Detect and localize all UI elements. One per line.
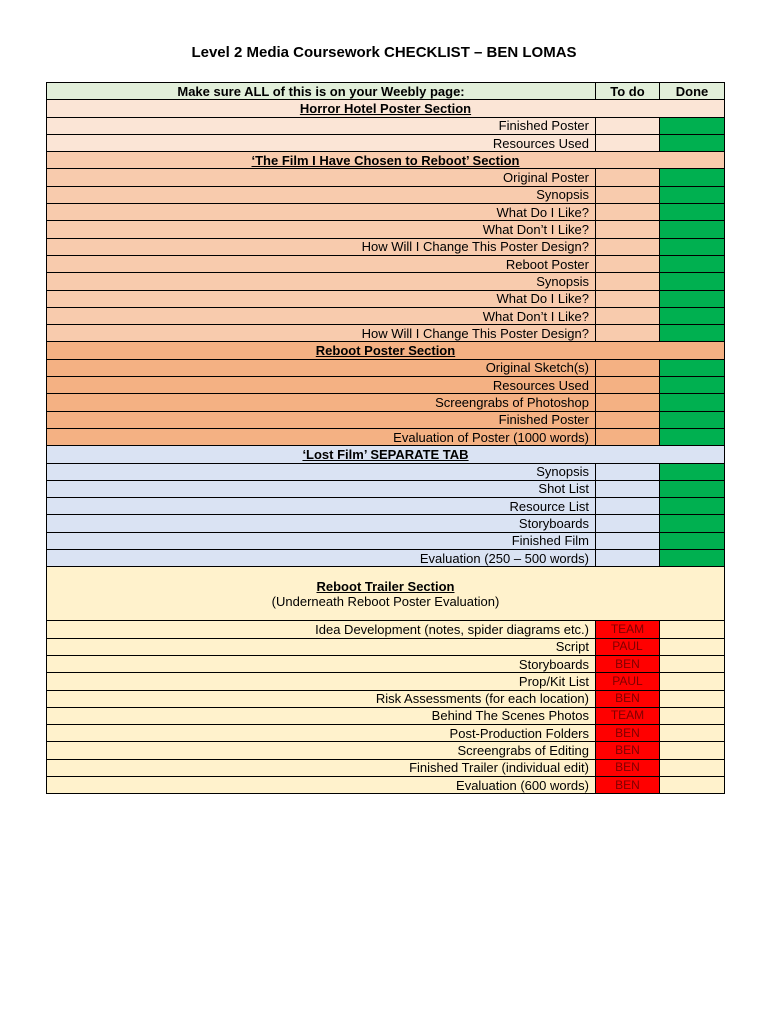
- done-cell: [660, 186, 725, 203]
- section-subtitle: (Underneath Reboot Poster Evaluation): [271, 593, 500, 609]
- todo-cell: [596, 186, 660, 203]
- todo-cell: [596, 463, 660, 480]
- checklist-item-label: Shot List: [47, 480, 596, 497]
- done-cell: [660, 742, 725, 759]
- assignee-badge: BEN: [596, 655, 660, 672]
- todo-cell: [596, 204, 660, 221]
- header-item-label: Make sure ALL of this is on your Weebly page:: [47, 83, 596, 100]
- section-row: [47, 446, 725, 463]
- todo-cell: [596, 273, 660, 290]
- done-cell: [660, 411, 725, 428]
- done-cell: [660, 221, 725, 238]
- checklist-row: [47, 621, 725, 638]
- todo-cell: [596, 377, 660, 394]
- checklist-item-label: Finished Poster: [47, 411, 596, 428]
- todo-cell: [596, 498, 660, 515]
- checklist-item-label: Original Sketch(s): [47, 359, 596, 376]
- checklist-row: [47, 638, 725, 655]
- todo-cell: [596, 532, 660, 549]
- todo-cell: [596, 359, 660, 376]
- checklist-item-label: Post-Production Folders: [47, 725, 596, 742]
- checklist-row: [47, 428, 725, 445]
- done-cell: [660, 325, 725, 342]
- todo-cell: [596, 117, 660, 134]
- assignee-badge: BEN: [596, 690, 660, 707]
- done-cell: [660, 621, 725, 638]
- checklist-row: [47, 273, 725, 290]
- done-cell: [660, 238, 725, 255]
- todo-cell: [596, 550, 660, 567]
- checklist-row: [47, 776, 725, 793]
- assignee-badge: TEAM: [596, 621, 660, 638]
- done-cell: [660, 255, 725, 272]
- done-cell: [660, 169, 725, 186]
- checklist-item-label: Evaluation (600 words): [47, 776, 596, 793]
- checklist-item-label: What Do I Like?: [47, 204, 596, 221]
- header-row: [47, 83, 725, 100]
- done-cell: [660, 307, 725, 324]
- checklist-row: [47, 759, 725, 776]
- section-title: ‘Lost Film’ SEPARATE TAB: [47, 446, 725, 463]
- done-cell: [660, 638, 725, 655]
- checklist-item-label: Finished Trailer (individual edit): [47, 759, 596, 776]
- done-cell: [660, 204, 725, 221]
- checklist-item-label: Evaluation (250 – 500 words): [47, 550, 596, 567]
- checklist-row: [47, 411, 725, 428]
- checklist-item-label: Reboot Poster: [47, 255, 596, 272]
- done-cell: [660, 377, 725, 394]
- checklist-item-label: Risk Assessments (for each location): [47, 690, 596, 707]
- header-todo-label: To do: [596, 83, 660, 100]
- checklist-row: [47, 359, 725, 376]
- done-cell: [660, 673, 725, 690]
- done-cell: [660, 428, 725, 445]
- document-title: Level 2 Media Coursework CHECKLIST – BEN LOMAS: [191, 44, 577, 61]
- section-title: Reboot Trailer Section: [316, 578, 455, 594]
- done-cell: [660, 273, 725, 290]
- checklist-item-label: Synopsis: [47, 186, 596, 203]
- checklist-row: [47, 550, 725, 567]
- checklist-row: [47, 134, 725, 151]
- checklist-row: [47, 742, 725, 759]
- checklist-item-label: Original Poster: [47, 169, 596, 186]
- checklist-item-label: Finished Poster: [47, 117, 596, 134]
- header-done-label: Done: [660, 83, 725, 100]
- todo-cell: [596, 169, 660, 186]
- section-title: Reboot Poster Section: [47, 342, 725, 359]
- checklist-item-label: Synopsis: [47, 273, 596, 290]
- checklist-row: [47, 515, 725, 532]
- checklist-row: [47, 498, 725, 515]
- trailer-section-header: [47, 567, 725, 621]
- checklist-item-label: Screengrabs of Editing: [47, 742, 596, 759]
- section-row: [47, 152, 725, 169]
- done-cell: [660, 290, 725, 307]
- checklist-item-label: Storyboards: [47, 655, 596, 672]
- checklist-item-label: Behind The Scenes Photos: [47, 707, 596, 724]
- todo-cell: [596, 255, 660, 272]
- checklist-row: [47, 673, 725, 690]
- checklist-row: [47, 307, 725, 324]
- checklist-row: [47, 325, 725, 342]
- todo-cell: [596, 325, 660, 342]
- checklist-row: [47, 690, 725, 707]
- checklist-item-label: Prop/Kit List: [47, 673, 596, 690]
- done-cell: [660, 707, 725, 724]
- checklist-row: [47, 117, 725, 134]
- checklist-table: [46, 82, 725, 794]
- checklist-row: [47, 463, 725, 480]
- checklist-row: [47, 204, 725, 221]
- done-cell: [660, 394, 725, 411]
- checklist-item-label: How Will I Change This Poster Design?: [47, 238, 596, 255]
- assignee-badge: PAUL: [596, 673, 660, 690]
- checklist-row: [47, 186, 725, 203]
- done-cell: [660, 532, 725, 549]
- todo-cell: [596, 134, 660, 151]
- done-cell: [660, 515, 725, 532]
- checklist-item-label: Synopsis: [47, 463, 596, 480]
- checklist-body: [47, 83, 725, 794]
- checklist-item-label: How Will I Change This Poster Design?: [47, 325, 596, 342]
- checklist-item-label: Evaluation of Poster (1000 words): [47, 428, 596, 445]
- todo-cell: [596, 238, 660, 255]
- assignee-badge: BEN: [596, 725, 660, 742]
- todo-cell: [596, 411, 660, 428]
- section-title: ‘The Film I Have Chosen to Reboot’ Section: [47, 152, 725, 169]
- todo-cell: [596, 290, 660, 307]
- assignee-badge: BEN: [596, 742, 660, 759]
- checklist-item-label: What Don’t I Like?: [47, 307, 596, 324]
- checklist-row: [47, 655, 725, 672]
- checklist-row: [47, 238, 725, 255]
- checklist-row: [47, 480, 725, 497]
- todo-cell: [596, 394, 660, 411]
- done-cell: [660, 359, 725, 376]
- checklist-row: [47, 394, 725, 411]
- done-cell: [660, 134, 725, 151]
- done-cell: [660, 655, 725, 672]
- done-cell: [660, 776, 725, 793]
- checklist-item-label: Finished Film: [47, 532, 596, 549]
- assignee-badge: TEAM: [596, 707, 660, 724]
- assignee-badge: BEN: [596, 759, 660, 776]
- checklist-row: [47, 377, 725, 394]
- checklist-row: [47, 725, 725, 742]
- todo-cell: [596, 221, 660, 238]
- checklist-row: [47, 290, 725, 307]
- done-cell: [660, 725, 725, 742]
- section-row: [47, 567, 725, 621]
- done-cell: [660, 480, 725, 497]
- checklist-item-label: What Don’t I Like?: [47, 221, 596, 238]
- checklist-row: [47, 255, 725, 272]
- checklist-row: [47, 169, 725, 186]
- done-cell: [660, 117, 725, 134]
- checklist-item-label: Resource List: [47, 498, 596, 515]
- checklist-item-label: Resources Used: [47, 377, 596, 394]
- todo-cell: [596, 515, 660, 532]
- section-title: Horror Hotel Poster Section: [47, 100, 725, 117]
- todo-cell: [596, 307, 660, 324]
- done-cell: [660, 690, 725, 707]
- checklist-item-label: What Do I Like?: [47, 290, 596, 307]
- checklist-row: [47, 221, 725, 238]
- assignee-badge: PAUL: [596, 638, 660, 655]
- checklist-item-label: Idea Development (notes, spider diagrams etc.): [47, 621, 596, 638]
- checklist-item-label: Script: [47, 638, 596, 655]
- section-row: [47, 100, 725, 117]
- done-cell: [660, 498, 725, 515]
- done-cell: [660, 759, 725, 776]
- todo-cell: [596, 480, 660, 497]
- checklist-item-label: Resources Used: [47, 134, 596, 151]
- section-row: [47, 342, 725, 359]
- assignee-badge: BEN: [596, 776, 660, 793]
- todo-cell: [596, 428, 660, 445]
- checklist-item-label: Screengrabs of Photoshop: [47, 394, 596, 411]
- done-cell: [660, 550, 725, 567]
- done-cell: [660, 463, 725, 480]
- checklist-item-label: Storyboards: [47, 515, 596, 532]
- checklist-row: [47, 707, 725, 724]
- checklist-row: [47, 532, 725, 549]
